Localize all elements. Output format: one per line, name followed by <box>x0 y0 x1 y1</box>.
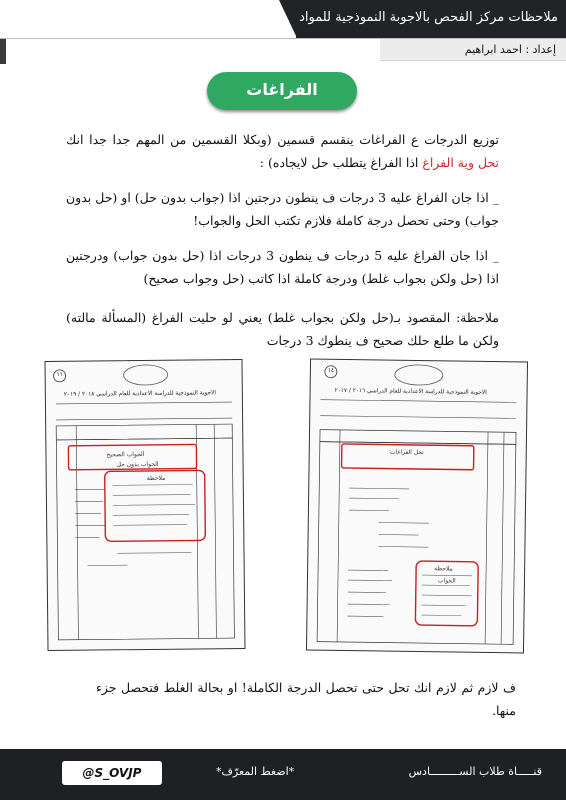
section-title: الفراغات <box>246 80 318 99</box>
scan-right-line-1: تحل الفراغات <box>389 448 424 457</box>
highlight-text: تحل وية الفراغ <box>422 155 499 170</box>
author-label: إعداد : احمد ابراهيم <box>464 43 556 56</box>
section-pill <box>207 72 357 110</box>
channel-handle-box[interactable] <box>62 761 162 785</box>
scan-left-drawing <box>45 360 244 650</box>
paragraph-intro-part-a: توزيع الدرجات ع الفراغات ينقسم قسمين (وبكلا القسمين من المهم جدا جدا انك <box>66 132 499 147</box>
header-slant <box>279 0 297 38</box>
scan-left-line-3: ملاحظة <box>146 474 166 482</box>
scan-right-drawing <box>307 360 527 653</box>
footer-bar <box>0 749 566 800</box>
author-box <box>380 39 566 61</box>
left-accent-bar <box>0 39 6 64</box>
scan-left-line-1: الجواب الصحيح <box>106 451 145 459</box>
paragraph-conclusion: ف لازم ثم لازم انك تحل حتى تحصل الدرجة الكاملة! او بحالة الغلط فتحصل جزء منها. <box>96 680 516 718</box>
scan-left-line-2: الجواب بدون حل <box>116 460 159 469</box>
scan-image-left <box>44 359 245 651</box>
paragraph-three-marks: _ اذا جان الفراغ عليه 3 درجات ف ينطون درجتين اذا (جواب بدون حل) او (حل بدون جواب) وحتى تحصل درجة كاملة فلازم تكتب الحل والجواب! <box>66 190 499 228</box>
scan-left-page-number: ١١ <box>56 371 63 378</box>
paragraph-intro-part-b: اذا الفراغ يتطلب حل لايجاده) : <box>259 155 423 170</box>
header-bar <box>296 0 566 38</box>
scan-left-header: الاجوبة النموذجية للدراسة الاعدادية للعام الدراسي ٢٠١٨ / ٢٠١٩ <box>63 390 217 398</box>
scan-right-line-2: ملاحظة <box>434 565 453 573</box>
channel-name: قنـــــاة طلاب الســـــــــادس <box>408 765 542 778</box>
paragraph-five-marks: _ اذا جان الفراغ عليه 5 درجات ف ينطون 3 درجات اذا (حل بدون جواب) ودرجتين اذا (حل ولكن بجواب غلط) ودرجة كاملة اذا كاتب (حل وجواب صحيح) <box>66 248 499 286</box>
tap-handle-hint: *اضغط المعرّف* <box>216 765 295 778</box>
paragraph-note: ملاحظة: المقصود بـ(حل ولكن بجواب غلط) يعني لو حليت الفراغ (المسألة مالته) ولكن ما طلع حلك صحيح ف ينطوك 3 درجات <box>66 310 499 348</box>
channel-handle[interactable]: @S_OVJP <box>82 766 142 780</box>
scan-image-right <box>306 358 528 653</box>
scan-right-header: الاجوبة النموذجية للدراسة الاعدادية للعام الدراسي ٢٠١٦ / ٢٠١٧ <box>334 387 487 396</box>
header-title: ملاحظات مركز الفحص بالاجوبة النموذجية للمواد <box>299 10 558 25</box>
paragraph-intro <box>66 128 499 174</box>
scan-right-page-number: ١٤ <box>327 367 335 374</box>
scan-right-line-3: الجواب <box>437 577 456 585</box>
